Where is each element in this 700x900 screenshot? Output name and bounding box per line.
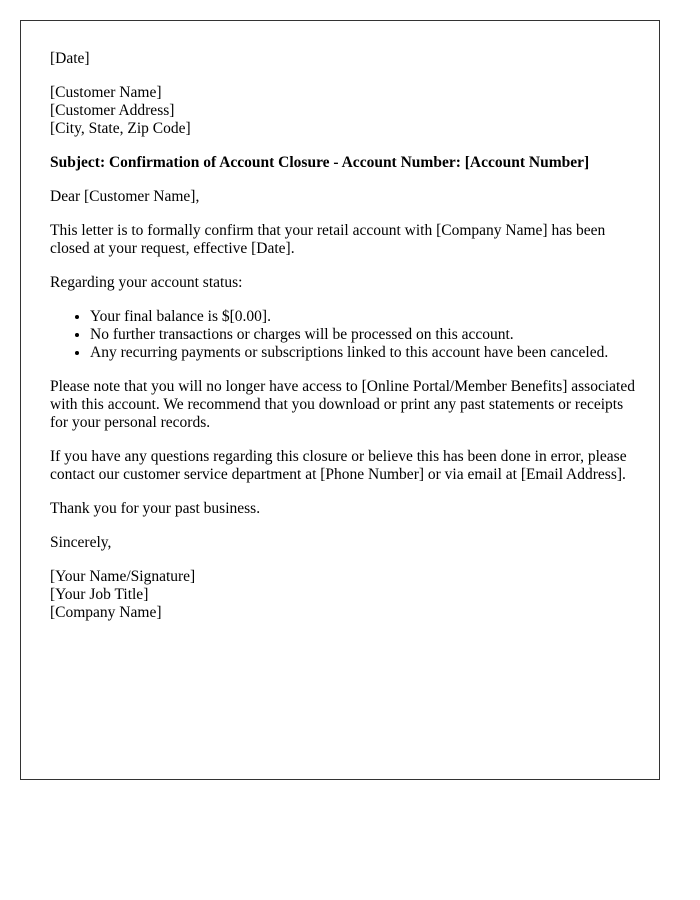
subject-line: Subject: Confirmation of Account Closure - Account Number: [Account Number] (50, 154, 590, 171)
letter-date: [Date] (50, 50, 90, 67)
greeting: Dear [Customer Name], (50, 188, 200, 205)
recipient-block (50, 84, 635, 138)
signature-block (50, 568, 635, 622)
recipient-name: [Customer Name] (50, 84, 162, 101)
letter-body (50, 50, 635, 638)
letter-frame (20, 20, 660, 780)
status-item-balance: • Your final balance is $[0.00]. (90, 308, 635, 326)
contact-note-paragraph: If you have any questions regarding this closure or believe this has been done in error, please contact our customer service department at [Phone Number] or via email at [Email Address]. (50, 448, 627, 483)
status-item-transactions: • No further transactions or charges will be processed on this account. (90, 326, 635, 344)
signature-title: [Your Job Title] (50, 586, 149, 603)
thanks-line: Thank you for your past business. (50, 500, 261, 517)
status-list (50, 308, 635, 362)
intro-paragraph: This letter is to formally confirm that your retail account with [Company Name] has been closed at your request, effective [Date]. (50, 222, 606, 257)
signature-company: [Company Name] (50, 604, 162, 621)
closing-line: Sincerely, (50, 534, 112, 551)
access-note-paragraph: Please note that you will no longer have access to [Online Portal/Member Benefits] associated with this account. We recommend that you download or print any past statements or receipts for your personal records. (50, 378, 635, 431)
status-heading: Regarding your account status: (50, 274, 243, 291)
signature-name: [Your Name/Signature] (50, 568, 196, 585)
status-item-recurring: • Any recurring payments or subscriptions linked to this account have been canceled. (90, 344, 635, 362)
recipient-city-state-zip: [City, State, Zip Code] (50, 120, 191, 137)
recipient-address: [Customer Address] (50, 102, 175, 119)
